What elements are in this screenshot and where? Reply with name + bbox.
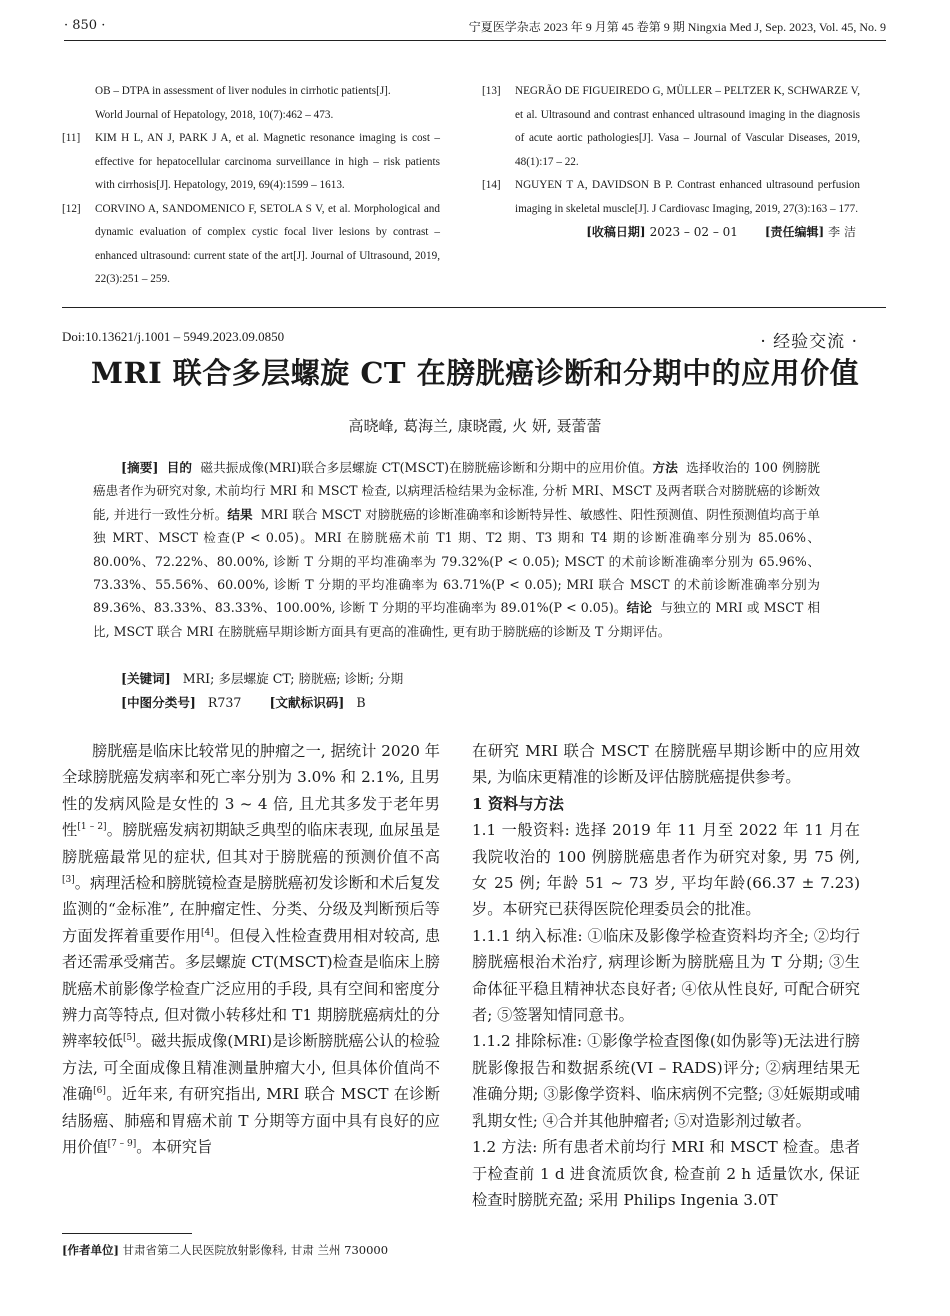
paragraph-introduction: 膀胱癌是临床比较常见的肿瘤之一, 据统计 2020 年全球膀胱癌发病率和死亡率分别为 3.0% 和 2.1%, 且男性的发病风险是女性的 3 ~ 4 倍, 且尤其多发于老年男性[1 – 2]。膀胱癌发病初期缺乏典型的临床表现, 血尿虽是膀胱癌最常见的症状, 但其对于膀胱癌的预测价值不高[3]。病理活检和膀胱镜检查是膀胱癌初发诊断和术后复发监测的“金标准”, 在肿瘤定性、分类、分级及判断预后等方面发挥着重要作用[4]。但侵入性检查费用相对较高, 患者还需承受痛苦。多层螺旋 CT(MSCT)检查是临床上膀胱癌术前影像学检查广泛应用的手段, 具有空间和密度分辨力高等特点, 但对微小转移灶和 T1 期膀胱癌病灶的分辨率较低[5]。磁共振成像(MRI)是诊断膀胱癌公认的检验方法, 可全面成像且精准测量肿瘤大小, 但具体价值尚不准确[6]。近年来, 有研究指出, MRI 联合 MSCT 在诊断结肠癌、肺癌和胃癌术前 T 分期等方面中具有良好的应用价值[7 – 9]。本研究旨 (62, 742, 441, 1157)
journal-info: 宁夏医学杂志 2023 年 9 月第 45 卷第 9 期 Ningxia Med J, Sep. 2023, Vol. 45, No. 9 (468, 20, 886, 34)
citation: [4] (201, 927, 214, 938)
abstract-label: [摘要] (121, 460, 159, 475)
doc-code-value: B (356, 695, 366, 710)
footnote-divider (62, 1233, 192, 1234)
method-label: 方法 (652, 460, 678, 475)
classification (121, 692, 366, 711)
aim-label: 目的 (166, 460, 193, 475)
article-title: MRI 联合多层螺旋 CT 在膀胱癌诊断和分期中的应用价值 (90, 356, 860, 390)
aim-text: 磁共振成像(MRI)联合多层螺旋 CT(MSCT)在膀胱癌诊断和分期中的应用价值。 (200, 460, 653, 475)
reference-text: KIM H L, AN J, PARK J A, et al. Magnetic resonance imaging is cost – effective for hepatocellular carcinoma surveillance in high – risk patients with cirrhosis[J]. Hepatology, 2019, 69(4):1599 – 1613. (95, 132, 440, 191)
author-affiliation (62, 1242, 388, 1258)
reference-number: [12] (62, 202, 81, 215)
editor-label: [责任编辑] (764, 225, 825, 239)
keywords (121, 668, 403, 687)
conclusion-text: 与独立的 MRI 或 MSCT 相比, MSCT 联合 MRI 在膀胱癌早期诊断方面具有更高的准确性, 更有助于膀胱癌的诊断及 T 分期评估。 (93, 600, 820, 639)
citation: [5] (123, 1033, 136, 1044)
abstract (93, 456, 820, 643)
paragraph-inclusion: 1.1.1 纳入标准: ①临床及影像学检查资料均齐全; ②均行膀胱癌根治术治疗, 病理诊断为膀胱癌且为 T 分期; ③生命体征平稳且精神状态良好者; ④依从性良好, 可配合研究者; ⑤签署知情同意书。 (472, 926, 860, 1025)
citation: [1 – 2] (77, 822, 107, 833)
affiliation-label: [作者单位] (62, 1243, 119, 1257)
reference-text: CORVINO A, SANDOMENICO F, SETOLA S V, et al. Morphological and dynamic evaluation of complex cystic focal liver lesions by contrast – enhanced ultrasound: current state of the art[J]. Journal of Ultrasound, 2019, 22(3):251 – 259. (95, 202, 440, 285)
reference-number: [11] (62, 132, 81, 144)
section-divider (62, 307, 886, 308)
citation: [3] (62, 874, 75, 885)
reference-12 (62, 198, 440, 292)
clc-label: [中图分类号] (121, 695, 196, 710)
doc-code-label: [文献标识码] (269, 695, 345, 710)
reference-list-right (482, 80, 860, 245)
conclusion-label: 结论 (626, 600, 653, 616)
page-number: · 850 · (64, 18, 106, 33)
reference-text: NEGRÃO DE FIGUEIREDO G, MÜLLER – PELTZER K, SCHWARZE V, et al. Ultrasound and contrast enhanced ultrasound imaging in the diagnosis of acute aortic pathologies[J]. Vasa – Journal of Vascular Diseases, 2019, 48(1):17 – 22. (515, 85, 860, 168)
citation: [6] (93, 1086, 106, 1097)
paragraph-continuation: 在研究 MRI 联合 MSCT 在膀胱癌早期诊断中的应用效果, 为临床更精准的诊断及评估膀胱癌提供参考。 (472, 742, 860, 787)
author-list: 高晓峰, 葛海兰, 康晓霞, 火 妍, 聂蕾蕾 (348, 417, 602, 435)
received-date: 2023 – 02 – 01 (649, 225, 738, 239)
reference-13 (482, 80, 860, 174)
paragraph-general-data: 1.1 一般资料: 选择 2019 年 11 月至 2022 年 11 月在我院收治的 100 例膀胱癌患者作为研究对象, 男 75 例, 女 25 例; 年龄 51 ~ 73 岁, 平均年龄(66.37 ± 7.23)岁。本研究已获得医院伦理委员会的批准。 (472, 821, 860, 919)
received-and-editor (482, 221, 860, 245)
reference-text: NGUYEN T A, DAVIDSON B P. Contrast enhanced ultrasound perfusion imaging in skeletal muscle[J]. J Cardiovasc Imaging, 2019, 27(3):163 – 177. (515, 179, 860, 215)
method-text: 选择收治的 100 例膀胱癌患者作为研究对象, 术前均行 MRI 和 MSCT 检查, 以病理活检结果为金标准, 分析 MRI、MSCT 及两者联合对膀胱癌的诊断效能, 并进行一致性分析。 (93, 460, 821, 522)
editor-name: 李 洁 (828, 225, 856, 239)
citation: [7 – 9] (107, 1139, 137, 1150)
paragraph-exclusion: 1.1.2 排除标准: ①影像学检查图像(如伪影等)无法进行膀胱影像报告和数据系统(VI – RADS)评分; ②病理结果无准确分期; ③影像学资料、临床病例不完整; ③妊娠期或哺乳期女性; ④合并其他肿瘤者; ⑤对造影剂过敏者。 (472, 1032, 860, 1130)
body-column-left (62, 738, 440, 1161)
reference-10-continuation: OB – DTPA in assessment of liver nodules in cirrhotic patients[J]. World Journal of Hepatology, 2018, 10(7):462 – 473. (95, 85, 391, 121)
clc-value: R737 (207, 695, 242, 710)
affiliation-text: 甘肃省第二人民医院放射影像科, 甘肃 兰州 730000 (122, 1243, 389, 1257)
received-label: [收稿日期] (586, 225, 646, 239)
result-label: 结果 (227, 506, 253, 522)
paragraph-method: 1.2 方法: 所有患者术前均行 MRI 和 MSCT 检查。患者于检查前 1 d 进食流质饮食, 检查前 2 h 适量饮水, 保证检查时膀胱充盈; 采用 Philips Ingenia 3.0T (472, 1138, 860, 1209)
body-column-right (472, 738, 860, 1213)
keywords-text: MRI; 多层螺旋 CT; 膀胱癌; 诊断; 分期 (182, 671, 404, 686)
reference-11 (62, 127, 440, 198)
reference-list-left (62, 80, 440, 292)
doi: Doi:10.13621/j.1001 – 5949.2023.09.0850 (62, 329, 285, 344)
reference-14 (482, 174, 860, 221)
keywords-label: [关键词] (121, 671, 171, 686)
result-text: MRI 联合 MSCT 对膀胱癌的诊断准确率和诊断特异性、敏感性、阳性预测值、阴性预测值均高于单独 MRT、MSCT 检查(P < 0.05)。MRI 在膀胱癌术前 T1 期、T2 期、T3 期和 T4 期的诊断准确率分别为 85.06%、80.00%、72.22%、80.00%, 诊断 T 分期的平均准确率为 79.32%(P < 0.05); MSCT 的术前诊断准确率分别为 65.96%、73.33%、55.56%、60.00%, 诊断 T 分期的平均准确率为 63.71%(P < 0.05); MRI 联合 MSCT 的术前诊断准确率分别为 89.36%、83.33%、83.33%、100.00%, 诊断 T 分期的平均准确率为 89.01%(P < 0.05)。 (93, 506, 820, 616)
section-heading: 1 资料与方法 (472, 794, 564, 813)
running-header (64, 18, 886, 41)
section-tag: · 经验交流 · (760, 332, 858, 352)
reference-number: [13] (482, 85, 501, 97)
reference-number: [14] (482, 179, 501, 191)
